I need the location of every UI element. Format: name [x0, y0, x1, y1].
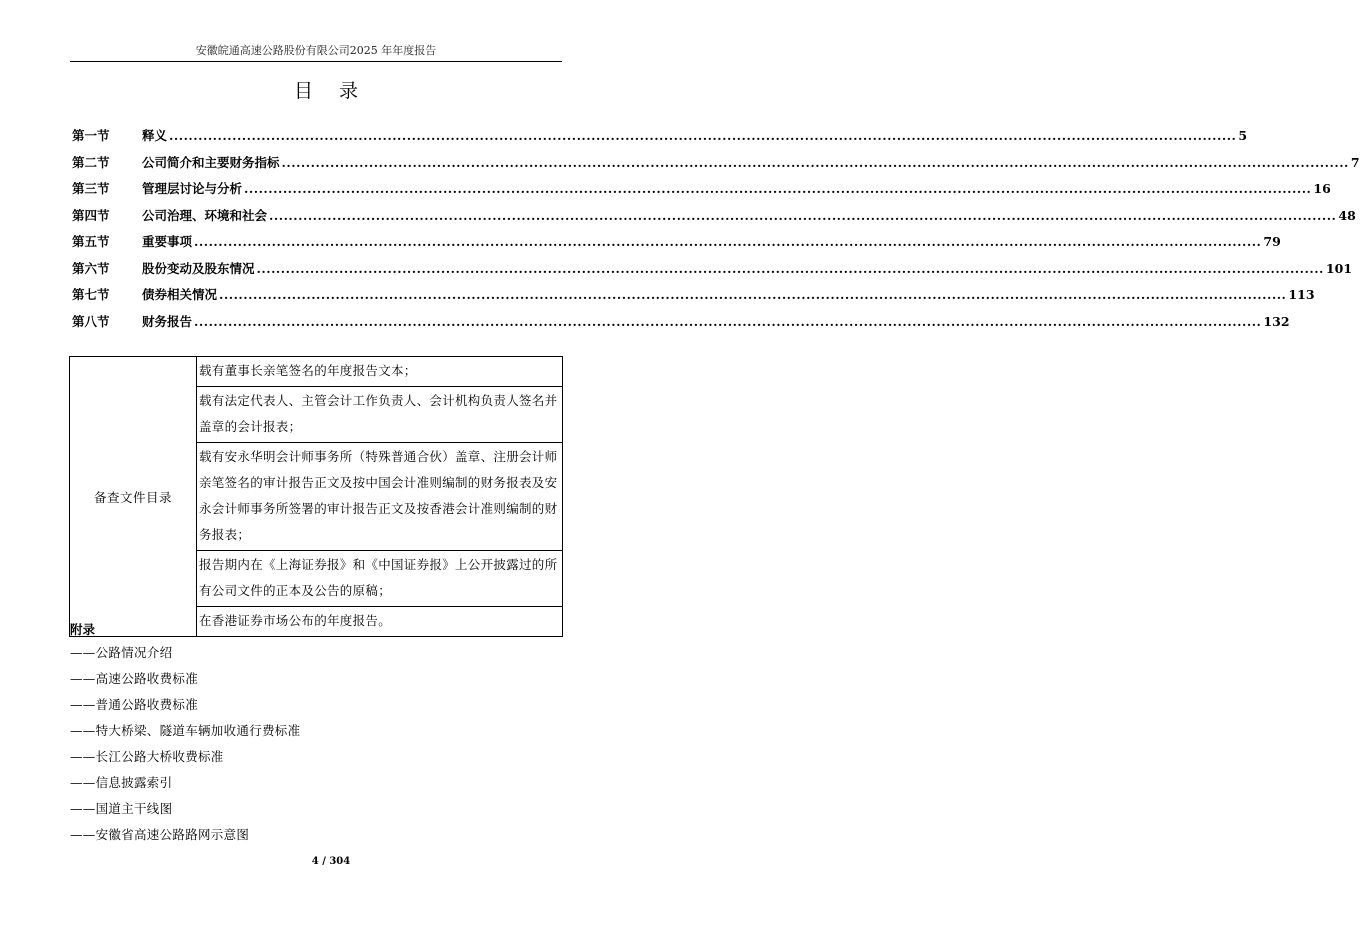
toc-section-number: 第五节	[72, 234, 110, 249]
appendix-section	[70, 620, 562, 848]
toc-leader-dots: ............................................................................................................................................................................................................................	[219, 287, 1287, 302]
appendix-item: ——特大桥梁、隧道车辆加收通行费标准	[70, 723, 301, 738]
toc-entry-6[interactable]	[72, 259, 1353, 286]
reference-document-item: 载有法定代表人、主管会计工作负责人、会计机构负责人签名并盖章的会计报表；	[197, 387, 563, 443]
toc-section-name: 管理层讨论与分析	[142, 181, 243, 196]
toc-page-number: 16	[1313, 181, 1331, 196]
toc-entry-2[interactable]	[72, 153, 1360, 180]
toc-section-number: 第一节	[72, 128, 110, 143]
toc-leader-dots: ............................................................................................................................................................................................................................	[281, 154, 1349, 170]
toc-section-number: 第四节	[72, 207, 110, 223]
toc-entry-1[interactable]	[72, 126, 1248, 153]
appendix-item: ——公路情况介绍	[70, 645, 173, 660]
appendix-title: 附录	[70, 622, 96, 637]
toc-list	[72, 126, 1360, 338]
toc-section-number: 第六节	[72, 260, 110, 276]
toc-leader-dots: ............................................................................................................................................................................................................................	[169, 128, 1237, 143]
toc-leader-dots: ............................................................................................................................................................................................................................	[269, 207, 1337, 223]
appendix-item: ——高速公路收费标准	[70, 671, 199, 686]
reference-document-item: 载有安永华明会计师事务所（特殊普通合伙）盖章、注册会计师亲笔签名的审计报告正文及按中国会计准则编制的财务报表及安永会计师事务所签署的审计报告正文及按香港会计准则编制的财务报表；	[197, 443, 563, 551]
toc-page-number: 101	[1325, 260, 1353, 276]
toc-section-number: 第三节	[72, 181, 110, 196]
running-header: 安徽皖通高速公路股份有限公司2025 年年度报告	[195, 44, 437, 57]
reference-document-item: 报告期内在《上海证券报》和《中国证券报》上公开披露过的所有公司文件的正本及公告的原稿；	[197, 551, 563, 607]
header-rule	[70, 61, 562, 62]
toc-section-name: 股份变动及股东情况	[142, 260, 255, 276]
reference-documents-label: 备查文件目录	[70, 357, 197, 637]
reference-document-item: 在香港证券市场公布的年度报告。	[197, 607, 563, 637]
toc-entry-4[interactable]	[72, 206, 1356, 233]
toc-title: 目 录	[293, 80, 369, 102]
toc-entry-3[interactable]	[72, 179, 1331, 206]
toc-section-name: 释义	[142, 128, 168, 143]
toc-section-name: 债券相关情况	[142, 287, 218, 302]
toc-page-number: 113	[1288, 287, 1315, 302]
reference-document-item: 载有董事长亲笔签名的年度报告文本；	[197, 357, 563, 387]
appendix-item: ——信息披露索引	[70, 775, 173, 790]
toc-page-number: 132	[1263, 313, 1290, 329]
toc-section-name: 财务报告	[142, 313, 193, 329]
appendix-item: ——国道主干线图	[70, 801, 173, 816]
toc-section-number: 第八节	[72, 313, 110, 329]
toc-section-name: 公司治理、环境和社会	[142, 207, 268, 223]
appendix-item: ——安徽省高速公路路网示意图	[70, 827, 250, 842]
toc-section-name: 公司简介和主要财务指标	[142, 154, 280, 170]
reference-documents-table	[69, 356, 563, 637]
toc-leader-dots: ............................................................................................................................................................................................................................	[194, 313, 1262, 329]
toc-page-number: 79	[1263, 234, 1281, 249]
toc-page-number: 48	[1338, 207, 1356, 223]
toc-leader-dots: ............................................................................................................................................................................................................................	[244, 181, 1312, 196]
toc-entry-8[interactable]	[72, 312, 1290, 339]
toc-section-name: 重要事项	[142, 234, 193, 249]
toc-section-number: 第二节	[72, 154, 110, 170]
toc-page-number: 7	[1350, 154, 1360, 170]
appendix-item: ——普通公路收费标准	[70, 697, 199, 712]
toc-section-number: 第七节	[72, 287, 110, 302]
toc-entry-7[interactable]	[72, 285, 1315, 312]
appendix-item: ——长江公路大桥收费标准	[70, 749, 224, 764]
toc-entry-5[interactable]	[72, 232, 1281, 259]
toc-leader-dots: ............................................................................................................................................................................................................................	[256, 260, 1324, 276]
toc-leader-dots: ............................................................................................................................................................................................................................	[194, 234, 1262, 249]
page-number: 4 / 304	[311, 856, 351, 867]
toc-page-number: 5	[1238, 128, 1248, 143]
